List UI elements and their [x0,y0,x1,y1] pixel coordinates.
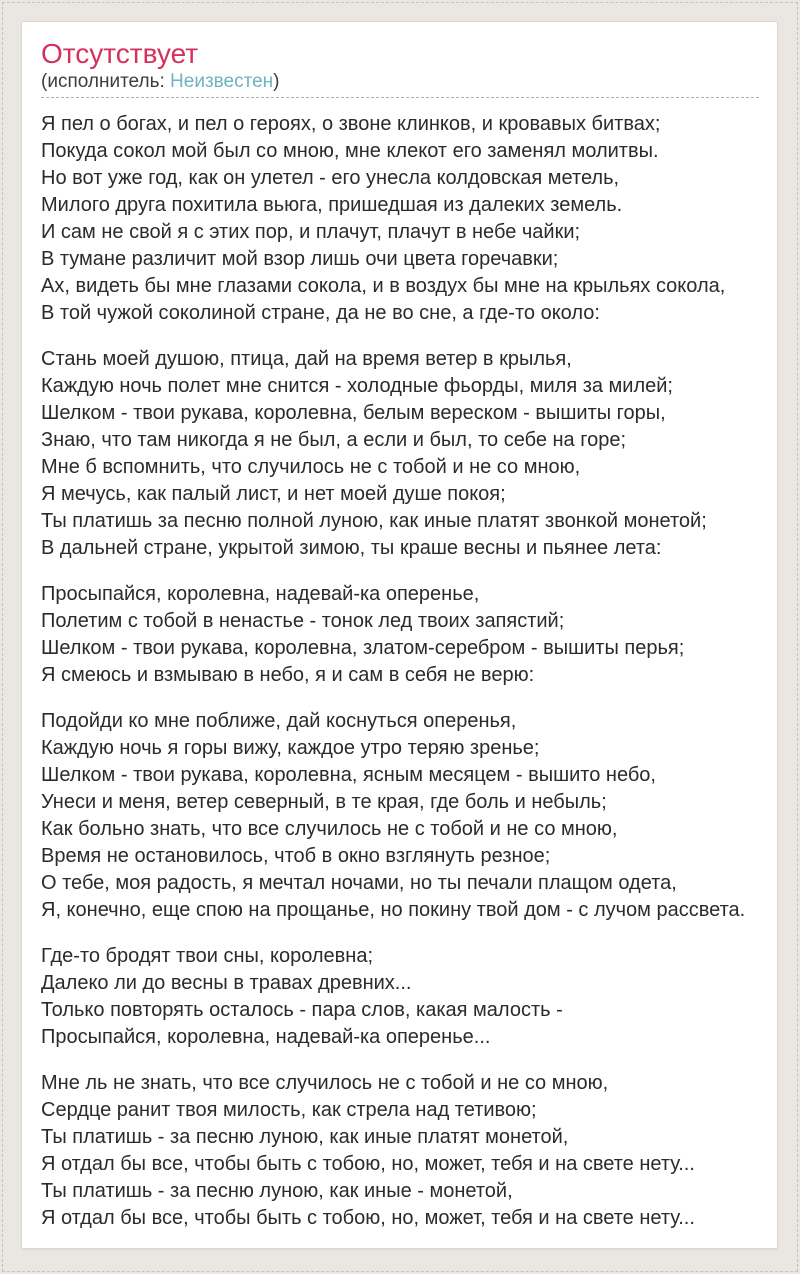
lyrics-line: Шелком - твои рукава, королевна, белым вереском - вышиты горы, [41,402,666,424]
lyrics-line: Я, конечно, еще спою на прощанье, но покину твой дом - с лучом рассвета. [41,899,746,921]
lyrics-line: Полетим с тобой в ненастье - тонок лед твоих запястий; [41,610,565,632]
lyrics-line: В той чужой соколиной стране, да не во сне, а где-то около: [41,302,600,324]
lyrics-line: Милого друга похитила вьюга, пришедшая из далеких земель. [41,194,623,216]
stanza [41,346,759,562]
lyrics-line: Ты платишь - за песню луною, как иные - монетой, [41,1180,513,1202]
lyrics-line: Шелком - твои рукава, королевна, ясным месяцем - вышито небо, [41,764,656,786]
lyrics-card [21,21,778,1249]
lyrics-text [41,98,759,1232]
artist-label-close: ) [273,71,280,92]
lyrics-line: Я мечусь, как палый лист, и нет моей душе покоя; [41,483,506,505]
lyrics-line: Знаю, что там никогда я не был, а если и был, то себе на горе; [41,429,627,451]
lyrics-line: Я отдал бы все, чтобы быть с тобою, но, может, тебя и на свете нету... [41,1153,695,1175]
artist-line [41,71,759,93]
stanza [41,111,759,327]
lyrics-line: Я пел о богах, и пел о героях, о звоне клинков, и кровавых битвах; [41,113,661,135]
lyrics-line: Покуда сокол мой был со мною, мне клекот его заменял молитвы. [41,140,659,162]
lyrics-line: Стань моей душою, птица, дай на время ветер в крылья, [41,348,572,370]
lyrics-line: Сердце ранит твоя милость, как стрела над тетивою; [41,1099,537,1121]
lyrics-line: Только повторять осталось - пара слов, какая малость - [41,999,563,1021]
song-header [41,39,759,98]
stanza [41,708,759,924]
stanza [41,943,759,1051]
lyrics-line: Ты платишь за песню полной луною, как иные платят звонкой монетой; [41,510,707,532]
artist-link[interactable]: Неизвестен [170,71,274,92]
lyrics-line: Далеко ли до весны в травах древних... [41,972,412,994]
lyrics-line: Подойди ко мне поближе, дай коснуться оперенья, [41,710,517,732]
artist-label-open: (исполнитель: [41,71,165,92]
lyrics-line: О тебе, моя радость, я мечтал ночами, но ты печали плащом одета, [41,872,677,894]
lyrics-line: В тумане различит мой взор лишь очи цвета горечавки; [41,248,559,270]
lyrics-line: Просыпайся, королевна, надевай-ка оперенье, [41,583,480,605]
lyrics-line: Ах, видеть бы мне глазами сокола, и в воздух бы мне на крыльях сокола, [41,275,726,297]
song-title: Отсутствует [41,38,199,69]
lyrics-line: Я отдал бы все, чтобы быть с тобою, но, может, тебя и на свете нету... [41,1207,695,1229]
lyrics-line: Где-то бродят твои сны, королевна; [41,945,374,967]
lyrics-line: И сам не свой я с этих пор, и плачут, плачут в небе чайки; [41,221,581,243]
lyrics-line: Но вот уже год, как он улетел - его унесла колдовская метель, [41,167,620,189]
lyrics-line: Время не остановилось, чтоб в окно взглянуть резное; [41,845,551,867]
lyrics-line: Шелком - твои рукава, королевна, златом-серебром - вышиты перья; [41,637,685,659]
lyrics-line: Каждую ночь полет мне снится - холодные фьорды, миля за милей; [41,375,673,397]
lyrics-line: В дальней стране, укрытой зимою, ты краше весны и пьянее лета: [41,537,662,559]
lyrics-line: Унеси и меня, ветер северный, в те края, где боль и небыль; [41,791,607,813]
lyrics-line: Мне б вспомнить, что случилось не с тобой и не со мною, [41,456,581,478]
lyrics-line: Ты платишь - за песню луною, как иные платят монетой, [41,1126,569,1148]
lyrics-line: Как больно знать, что все случилось не с тобой и не со мною, [41,818,618,840]
lyrics-line: Я смеюсь и взмываю в небо, я и сам в себя не верю: [41,664,535,686]
stanza [41,1070,759,1232]
lyrics-line: Просыпайся, королевна, надевай-ка оперенье... [41,1026,491,1048]
lyrics-line: Каждую ночь я горы вижу, каждое утро теряю зренье; [41,737,540,759]
lyrics-line: Мне ль не знать, что все случилось не с тобой и не со мною, [41,1072,609,1094]
stanza [41,581,759,689]
